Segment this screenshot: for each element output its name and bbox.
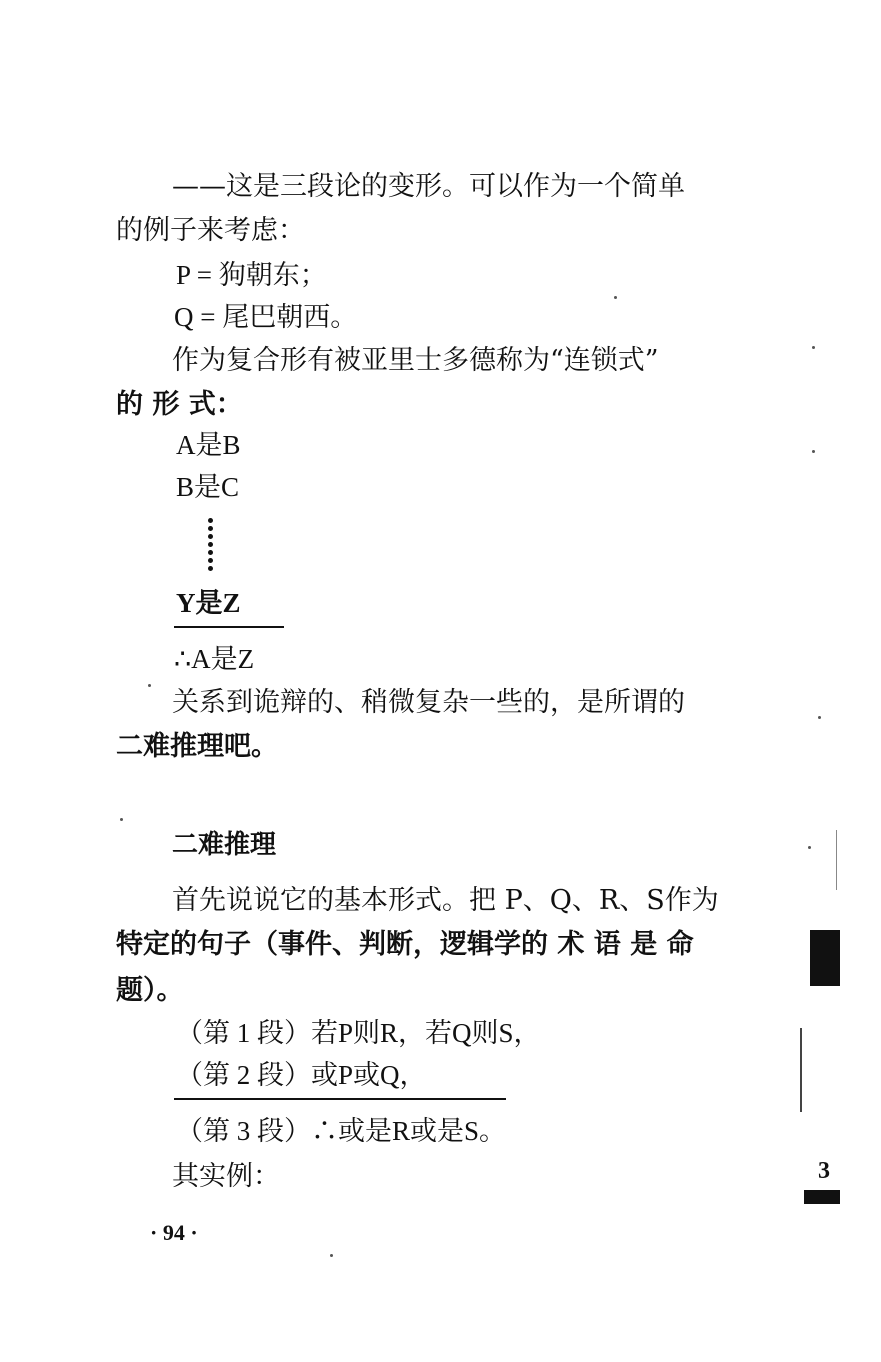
speck <box>818 716 821 719</box>
sorites-line2: B是C <box>176 472 240 502</box>
vertical-ellipsis <box>208 518 216 574</box>
paragraph2-line1: 作为复合形有被亚里士多德称为“连锁式” <box>172 345 659 376</box>
edge-mark <box>800 1028 802 1112</box>
sorites-line1: A是B <box>176 430 241 460</box>
definition-p: P = 狗朝东； <box>176 260 327 290</box>
dilemma-step3: （第 3 段）∴或是R或是S。 <box>176 1116 507 1146</box>
speck <box>120 818 123 821</box>
paragraph1-line1: ——这是三段论的变形。可以作为一个简单 <box>172 171 685 202</box>
speck <box>148 684 151 687</box>
section-heading: 二难推理 <box>172 830 277 860</box>
paragraph3-line1: 关系到诡辩的、稍微复杂一些的，是所谓的 <box>172 687 685 718</box>
sorites-line3: Y是Z <box>176 588 241 618</box>
speck <box>812 346 815 349</box>
dilemma-step2: （第 2 段）或P或Q， <box>176 1060 427 1090</box>
edge-mark <box>836 830 837 890</box>
paragraph4-line1: 首先说说它的基本形式。把 P、Q、R、S作为 <box>172 885 719 916</box>
speck <box>330 1254 333 1257</box>
paragraph4-line2: 特定的句子（事件、判断，逻辑学的 术 语 是 命 <box>116 929 694 960</box>
thumb-index-tab <box>810 930 840 986</box>
paragraph1-line2: 的例子来考虑： <box>116 215 305 246</box>
thumb-index-number: 3 <box>818 1158 830 1184</box>
page-number: · 94 · <box>150 1220 198 1245</box>
paragraph5: 其实例： <box>172 1161 280 1192</box>
speck <box>808 846 811 849</box>
dilemma-conclusion-rule <box>174 1098 506 1100</box>
dilemma-step1: （第 1 段）若P则R，若Q则S， <box>176 1018 541 1048</box>
speck <box>812 450 815 453</box>
thumb-index-bar <box>804 1190 840 1204</box>
definition-q: Q = 尾巴朝西。 <box>174 302 358 332</box>
speck <box>614 296 617 299</box>
sorites-conclusion: ∴A是Z <box>174 644 255 674</box>
paragraph4-line3: 题）。 <box>116 975 184 1006</box>
paragraph2-line2: 的 形 式： <box>116 389 243 420</box>
sorites-conclusion-rule <box>174 626 284 628</box>
paragraph3-line2: 二难推理吧。 <box>116 731 278 762</box>
